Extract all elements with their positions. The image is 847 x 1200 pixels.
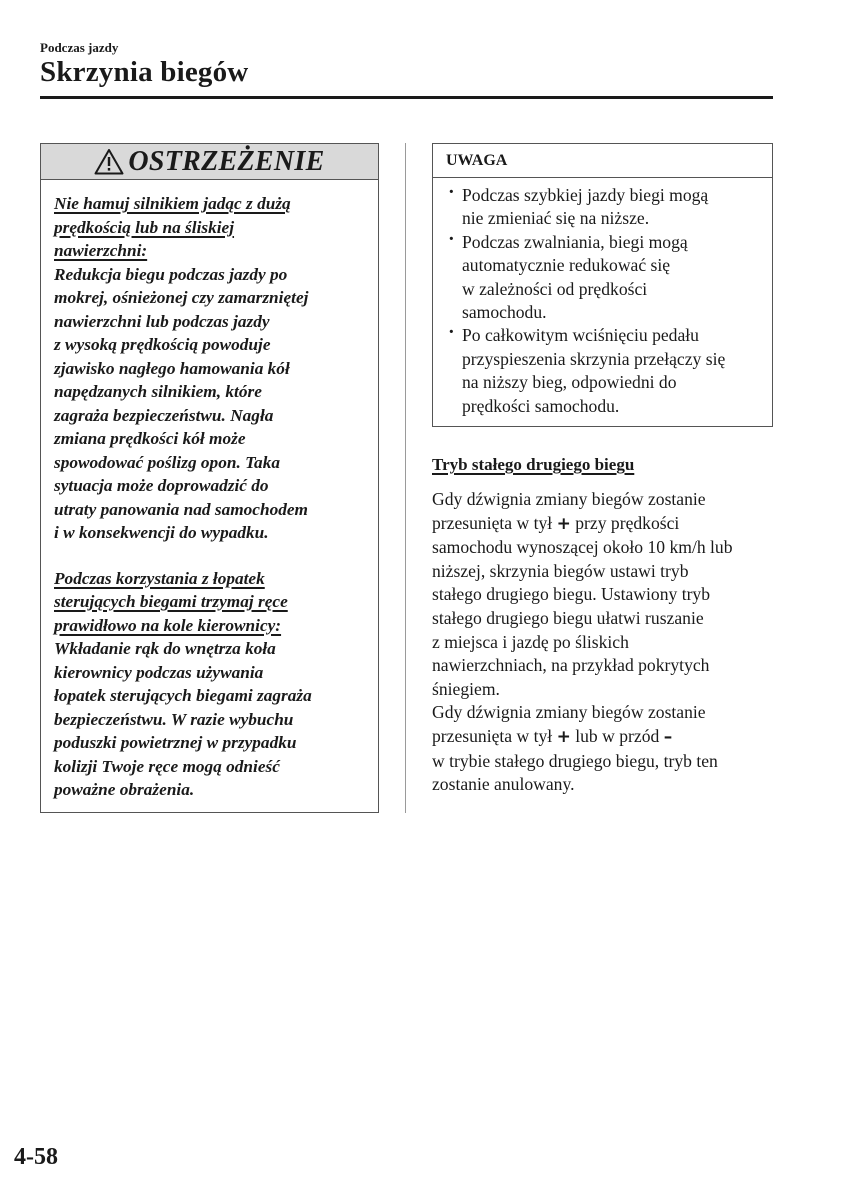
note-list [433,178,772,418]
warning-text-line: kolizji Twoje ręce mogą odnieść [54,756,280,776]
text-line: przesunięta w tył [432,725,553,746]
warning-body [41,180,378,802]
text-line: z miejsca i jazdę po śliskich [432,631,629,652]
section-label: Podczas jazdy [40,40,119,55]
note-line: Podczas szybkiej jazdy biegi mogą [462,185,709,205]
column-divider [405,143,406,813]
page-title: Skrzynia biegów [40,56,249,88]
second-gear-description [432,488,777,797]
warning-text-line: zmiana prędkości kół może [54,429,246,448]
warning-text-line: napędzanych silnikiem, które [54,382,262,401]
warning-text-line: z wysoką prędkością powoduje [54,335,271,354]
warning-heading: sterujących biegami trzymaj ręce [54,592,288,611]
paragraph-2 [432,701,777,796]
text-line: niższej, skrzynia biegów ustawi tryb [432,560,689,581]
warning-heading: nawierzchni: [54,241,148,260]
text-line: stałego drugiego biegu. Ustawiony tryb [432,584,711,605]
warning-triangle-icon [94,148,124,175]
warning-heading: Podczas korzystania z łopatek [54,568,265,588]
note-item [447,184,762,231]
warning-box [40,143,379,813]
warning-heading: prędkością lub na śliskiej [54,217,235,237]
warning-header [41,144,378,180]
note-line: na niższy bieg, odpowiedni do [462,372,677,393]
warning-text-line: bezpieczeństwu. W razie wybuchu [54,709,294,729]
warning-text-line: sytuacja może doprowadzić do [54,476,269,495]
section-heading: Tryb stałego drugiego biegu [432,455,635,474]
text-line: stałego drugiego biegu ułatwi ruszanie [432,607,704,628]
text-line: zostanie anulowany. [432,774,575,795]
note-line: w zależności od prędkości [462,278,648,299]
note-title: UWAGA [433,144,772,178]
text-line: przesunięta w tył [432,512,553,533]
warning-title: OSTRZEŻENIE [128,145,325,177]
paragraph-1 [432,488,777,701]
warning-text-line: kierownicy podczas używania [54,662,264,682]
text-line: lub w przód [575,725,660,746]
warning-heading: Nie hamuj silnikiem jadąc z dużą [54,194,291,213]
warning-text-line: spowodować poślizg opon. Taka [54,452,280,472]
warning-text-line: zjawisko nagłego hamowania kół [54,358,290,378]
text-line: w trybie stałego drugiego biegu, tryb ten [432,750,718,771]
title-divider [40,96,773,99]
warning-heading: prawidłowo na kole kierownicy: [54,615,282,635]
warning-text-line: poduszki powietrznej w przypadku [54,733,297,752]
warning-text-line: Wkładanie rąk do wnętrza koła [54,639,276,658]
warning-text-line: mokrej, ośnieżonej czy zamarzniętej [54,288,309,307]
note-line: Podczas zwalniania, biegi mogą [462,231,688,252]
text-line: samochodu wynoszącej około 10 km/h lub [432,537,733,558]
warning-text-line: łopatek sterujących biegami zagraża [54,686,312,705]
text-line: nawierzchniach, na przykład pokrytych [432,655,710,676]
note-item [447,231,762,325]
warning-text-line: poważne obrażenia. [54,780,195,799]
text-line: Gdy dźwignia zmiany biegów zostanie [432,702,706,723]
plus-icon: + [556,726,571,747]
warning-block-1 [54,192,366,545]
note-item [447,324,762,418]
warning-text-line: zagraża bezpieczeństwu. Nagła [54,405,274,425]
note-line: prędkości samochodu. [462,395,620,416]
plus-icon: + [556,513,571,534]
warning-text-line: nawierzchni lub podczas jazdy [54,311,270,331]
note-line: nie zmieniać się na niższe. [462,208,650,229]
note-line: automatycznie redukować się [462,255,671,276]
warning-block-2 [54,567,366,802]
note-line: Po całkowitym wciśnięciu pedału [462,325,699,346]
text-line: Gdy dźwignia zmiany biegów zostanie [432,489,706,509]
warning-text-line: i w konsekwencji do wypadku. [54,523,269,542]
text-line: śniegiem. [432,678,500,699]
warning-text-line: Redukcja biegu podczas jazdy po [54,264,288,284]
warning-text-line: utraty panowania nad samochodem [54,499,308,519]
note-line: przyspieszenia skrzynia przełączy się [462,348,726,369]
minus-icon: – [663,726,673,747]
warning-spacer [54,545,366,567]
text-line: przy prędkości [575,512,680,533]
note-box [432,143,773,427]
page-number: 4-58 [14,1144,58,1170]
note-line: samochodu. [462,302,547,323]
